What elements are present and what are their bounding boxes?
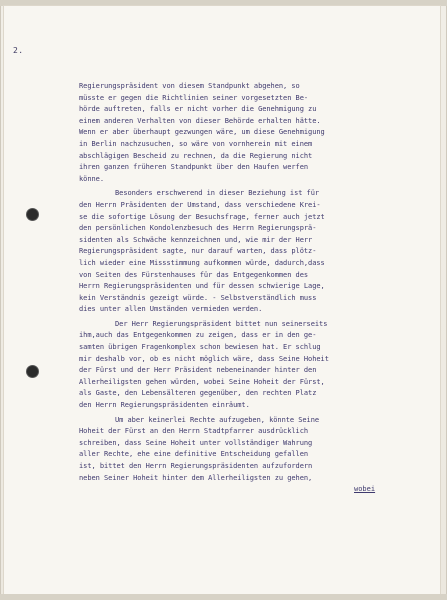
text-line: se die sofortige Lösung der Besuchsfrage, ferner auch jetzt [79, 212, 325, 221]
text-line: schreiben, dass Seine Hoheit unter vollständiger Wahrung [79, 438, 313, 447]
text-line: den Herrn Regierungspräsidenten einräumt. [79, 401, 250, 410]
continuation-catchword: wobei [354, 485, 376, 493]
text-line: neben Seiner Hoheit hinter dem Allerheiligsten zu gehen, [79, 473, 313, 482]
paragraph-1 [79, 81, 439, 185]
text-line: der Fürst und der Herr Präsident nebeneinander hinter den [79, 366, 317, 375]
text-line: aller Rechte, ehe eine definitive Entscheidung gefallen [79, 450, 309, 459]
text-line: kein Verständnis gezeigt würde. - Selbstverständlich muss [79, 293, 317, 302]
text-line: müsste er gegen die Richtlinien seiner vorgesetzten Be- [79, 93, 309, 102]
text-line: Um aber keinerlei Rechte aufzugeben, könnte Seine [115, 415, 320, 424]
letter-body [79, 81, 439, 484]
paragraph-2 [79, 188, 439, 316]
scan-bottom-edge [0, 594, 447, 600]
text-line: mir deshalb vor, ob es nicht möglich wäre, dass Seine Hoheit [79, 354, 329, 363]
text-line: ihm,auch das Entgegenkommen zu zeigen, dass er in den ge- [79, 331, 317, 340]
text-line: in Berlin nachzusuchen, so wäre von vornherein mit einem [79, 139, 313, 148]
text-line: Hoheit der Fürst an den Herrn Stadtpfarrer ausdrücklich [79, 427, 309, 436]
text-line: sidenten als Schwäche kennzeichnen und, wie mir der Herr [79, 235, 313, 244]
text-line: Regierungspräsident sagte, nur darauf warten, dass plötz- [79, 247, 317, 256]
text-line: dies unter allen Umständen vermieden werden. [79, 305, 263, 314]
text-line: abschlägigen Bescheid zu rechnen, da die Regierung nicht [79, 151, 313, 160]
paragraph-4 [79, 415, 439, 485]
text-line: Herrn Regierungspräsidenten und für dessen schwierige Lage, [79, 282, 325, 291]
text-line: Der Herr Regierungspräsident bittet nun seinerseits [115, 319, 328, 328]
text-line: samten übrigen Fragenkomplex schon bewiesen hat. Er schlug [79, 343, 321, 352]
text-line: Regierungspräsident von diesem Standpunkt abgehen, so [79, 82, 300, 90]
text-line: ist, bittet den Herrn Regierungspräsidenten aufzufordern [79, 462, 313, 470]
text-line: ihren ganzen früheren Standpunkt über den Haufen werfen [79, 163, 309, 172]
text-line: einem anderen Verhalten von dieser Behörde erhalten hätte. [79, 116, 321, 125]
punch-hole-lower [27, 366, 38, 377]
text-line: hörde auftreten, falls er nicht vorher die Genehmigung zu [79, 105, 317, 114]
text-line: Besonders erschwerend in dieser Beziehung ist für [115, 189, 320, 198]
text-line: den persönlichen Kondolenzbesuch des Herrn Regierungsprä- [79, 224, 317, 233]
text-line: den Herrn Präsidenten der Umstand, dass verschiedene Krei- [79, 200, 321, 209]
paragraph-3 [79, 319, 439, 412]
punch-hole-upper [27, 209, 38, 220]
text-line: als Gaste, den Lebensälteren gegenüber, den rechten Platz [79, 389, 317, 398]
text-line: könne. [79, 174, 104, 183]
text-line: Allerheiligsten gehen würden, wobei Seine Hoheit der Fürst, [79, 377, 325, 386]
text-line: Wenn er aber überhaupt gezwungen wäre, um diese Genehmigung [79, 128, 325, 137]
text-line: lich wieder eine Missstimmung aufkommen würde, dadurch,dass [79, 258, 325, 267]
text-line: von Seiten des Fürstenhauses für das Entgegenkommen des [79, 270, 309, 279]
page-number: 2. [13, 46, 24, 55]
